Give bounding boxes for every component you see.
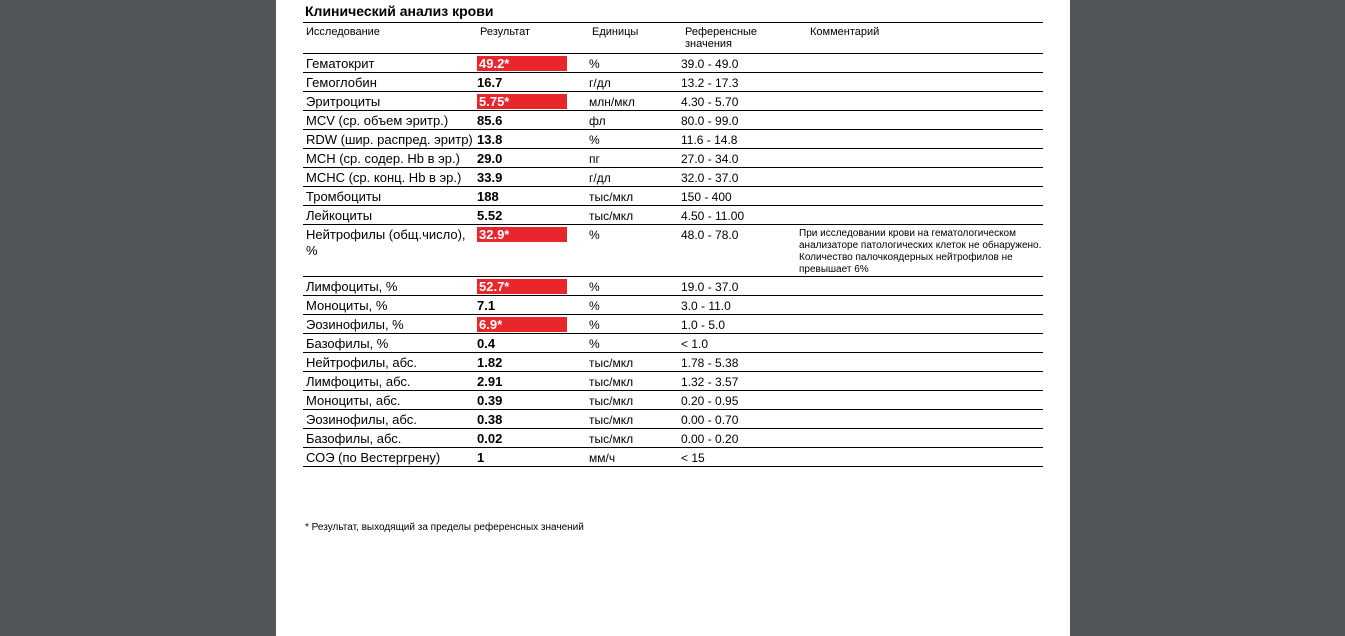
units-cell	[589, 92, 681, 111]
reference-range: 48.0 - 78.0	[681, 228, 739, 242]
units-cell	[589, 277, 681, 296]
test-name: Базофилы, %	[306, 336, 389, 351]
table-row	[303, 111, 1043, 130]
reference-range: 1.78 - 5.38	[681, 356, 739, 370]
test-name-cell	[303, 92, 477, 111]
result-value-cell	[477, 73, 589, 92]
units: пг	[589, 152, 600, 166]
result-value-cell	[477, 130, 589, 149]
comment-cell	[799, 277, 1043, 296]
table-row	[303, 448, 1043, 467]
comment-cell	[799, 54, 1043, 73]
table-row	[303, 187, 1043, 206]
test-name: MCV (ср. объем эритр.)	[306, 113, 449, 128]
comment-cell	[799, 225, 1043, 277]
reference-range: 39.0 - 49.0	[681, 57, 739, 71]
result-value: 0.39	[477, 393, 503, 408]
test-name-cell	[303, 277, 477, 296]
units-cell	[589, 73, 681, 92]
reference-range: 32.0 - 37.0	[681, 171, 739, 185]
comment-cell	[799, 448, 1043, 467]
reference-range-cell	[681, 206, 799, 225]
result-value: 16.7	[477, 75, 503, 90]
result-value: 1	[477, 450, 485, 465]
units-cell	[589, 168, 681, 187]
result-value: 7.1	[477, 298, 496, 313]
units: %	[589, 318, 600, 332]
units-cell	[589, 334, 681, 353]
reference-range-cell	[681, 130, 799, 149]
comment: При исследовании крови на гематологическом анализаторе патологических клеток не обнаружено. Количество палочкоядерных нейтрофилов не превышает 6%	[799, 228, 1042, 275]
test-name: Эритроциты	[306, 94, 381, 109]
units: %	[589, 337, 600, 351]
result-value-cell	[477, 296, 589, 315]
result-value-cell	[477, 315, 589, 334]
comment-cell	[799, 149, 1043, 168]
result-value: 5.75*	[477, 94, 567, 109]
reference-range-cell	[681, 334, 799, 353]
result-value: 33.9	[477, 170, 503, 185]
table-row	[303, 372, 1043, 391]
reference-range: < 1.0	[681, 337, 709, 351]
test-name-cell	[303, 391, 477, 410]
test-name: Нейтрофилы (общ.число), %	[306, 227, 466, 258]
comment-cell	[799, 429, 1043, 448]
units: тыс/мкл	[589, 432, 634, 446]
test-name: Лимфоциты, абс.	[306, 374, 411, 389]
units: г/дл	[589, 171, 611, 185]
reference-range: 150 - 400	[681, 190, 732, 204]
table-row	[303, 54, 1043, 73]
comment-cell	[799, 187, 1043, 206]
result-value-cell	[477, 353, 589, 372]
reference-range-cell	[681, 73, 799, 92]
results-table	[303, 53, 1043, 467]
test-name-cell	[303, 73, 477, 92]
units: тыс/мкл	[589, 209, 634, 223]
reference-range: 4.50 - 11.00	[681, 209, 745, 223]
reference-range: 0.20 - 0.95	[681, 394, 739, 408]
result-value-cell	[477, 92, 589, 111]
units-cell	[589, 225, 681, 277]
units-cell	[589, 296, 681, 315]
test-name-cell	[303, 168, 477, 187]
units-cell	[589, 315, 681, 334]
divider	[303, 22, 1043, 23]
result-value-cell	[477, 111, 589, 130]
reference-range: 27.0 - 34.0	[681, 152, 739, 166]
table-row	[303, 92, 1043, 111]
header-reference	[685, 26, 757, 50]
test-name-cell	[303, 206, 477, 225]
test-name-cell	[303, 410, 477, 429]
table-row	[303, 334, 1043, 353]
units: тыс/мкл	[589, 190, 634, 204]
reference-range-cell	[681, 149, 799, 168]
table-row	[303, 315, 1043, 334]
units-cell	[589, 54, 681, 73]
comment-cell	[799, 353, 1043, 372]
test-name-cell	[303, 315, 477, 334]
reference-range-cell	[681, 372, 799, 391]
test-name: Гематокрит	[306, 56, 375, 71]
reference-range-cell	[681, 315, 799, 334]
units: фл	[589, 114, 606, 128]
comment-cell	[799, 296, 1043, 315]
units: %	[589, 228, 600, 242]
reference-range-cell	[681, 168, 799, 187]
test-name-cell	[303, 149, 477, 168]
result-value-cell	[477, 448, 589, 467]
reference-range-cell	[681, 353, 799, 372]
test-name-cell	[303, 429, 477, 448]
result-value: 188	[477, 189, 499, 204]
header-comment: Комментарий	[810, 26, 880, 38]
units-cell	[589, 187, 681, 206]
reference-range-cell	[681, 225, 799, 277]
result-value: 5.52	[477, 208, 503, 223]
document-page	[276, 0, 1070, 636]
comment-cell	[799, 206, 1043, 225]
units: г/дл	[589, 76, 611, 90]
comment-cell	[799, 391, 1043, 410]
units: тыс/мкл	[589, 413, 634, 427]
header-reference-line2: значения	[685, 38, 733, 50]
units: тыс/мкл	[589, 375, 634, 389]
test-name: Моноциты, %	[306, 298, 388, 313]
results-body	[303, 54, 1043, 467]
reference-range: 4.30 - 5.70	[681, 95, 739, 109]
test-name: Нейтрофилы, абс.	[306, 355, 418, 370]
test-name: Лейкоциты	[306, 208, 373, 223]
comment-cell	[799, 315, 1043, 334]
reference-range: 1.32 - 3.57	[681, 375, 739, 389]
result-value-cell	[477, 225, 589, 277]
table-row	[303, 410, 1043, 429]
table-row	[303, 130, 1043, 149]
units-cell	[589, 448, 681, 467]
table-row	[303, 149, 1043, 168]
units: млн/мкл	[589, 95, 635, 109]
test-name: СОЭ (по Вестергрену)	[306, 450, 441, 465]
reference-range-cell	[681, 111, 799, 130]
test-name-cell	[303, 353, 477, 372]
test-name: Моноциты, абс.	[306, 393, 401, 408]
test-name: Эозинофилы, абс.	[306, 412, 417, 427]
reference-range: 13.2 - 17.3	[681, 76, 739, 90]
units-cell	[589, 429, 681, 448]
comment-cell	[799, 111, 1043, 130]
comment-cell	[799, 130, 1043, 149]
header-reference-line1: Референсные	[685, 26, 758, 38]
result-value-cell	[477, 54, 589, 73]
test-name-cell	[303, 54, 477, 73]
units: %	[589, 280, 600, 294]
result-value: 2.91	[477, 374, 503, 389]
reference-range: 11.6 - 14.8	[681, 133, 738, 147]
header-test: Исследование	[306, 26, 380, 38]
footnote: * Результат, выходящий за пределы референсных значений	[305, 522, 584, 533]
reference-range-cell	[681, 92, 799, 111]
test-name: Гемоглобин	[306, 75, 377, 90]
table-row	[303, 391, 1043, 410]
result-value: 0.38	[477, 412, 503, 427]
comment-cell	[799, 372, 1043, 391]
reference-range-cell	[681, 391, 799, 410]
comment-cell	[799, 73, 1043, 92]
units: мм/ч	[589, 451, 616, 465]
result-value-cell	[477, 391, 589, 410]
test-name: Тромбоциты	[306, 189, 382, 204]
reference-range: < 15	[681, 451, 705, 465]
result-value-cell	[477, 429, 589, 448]
result-value-cell	[477, 187, 589, 206]
test-name: RDW (шир. распред. эритр)	[306, 132, 473, 147]
comment-cell	[799, 168, 1043, 187]
units: %	[589, 299, 600, 313]
header-units: Единицы	[592, 26, 639, 38]
test-name: Базофилы, абс.	[306, 431, 402, 446]
reference-range: 3.0 - 11.0	[681, 299, 731, 313]
test-name: Лимфоциты, %	[306, 279, 398, 294]
test-name-cell	[303, 296, 477, 315]
table-row	[303, 296, 1043, 315]
reference-range-cell	[681, 54, 799, 73]
table-row	[303, 168, 1043, 187]
reference-range-cell	[681, 410, 799, 429]
reference-range: 1.0 - 5.0	[681, 318, 726, 332]
comment-cell	[799, 334, 1043, 353]
result-value-cell	[477, 372, 589, 391]
reference-range-cell	[681, 448, 799, 467]
result-value: 32.9*	[477, 227, 567, 242]
units-cell	[589, 372, 681, 391]
result-value: 6.9*	[477, 317, 567, 332]
reference-range-cell	[681, 429, 799, 448]
units-cell	[589, 149, 681, 168]
result-value-cell	[477, 277, 589, 296]
reference-range: 0.00 - 0.70	[681, 413, 739, 427]
reference-range-cell	[681, 277, 799, 296]
result-value: 0.02	[477, 431, 503, 446]
report-title: Клинический анализ крови	[305, 3, 494, 19]
test-name: Эозинофилы, %	[306, 317, 404, 332]
test-name-cell	[303, 225, 477, 277]
reference-range: 19.0 - 37.0	[681, 280, 739, 294]
table-row	[303, 225, 1043, 277]
table-row	[303, 206, 1043, 225]
table-row	[303, 429, 1043, 448]
result-value-cell	[477, 334, 589, 353]
test-name-cell	[303, 334, 477, 353]
result-value: 29.0	[477, 151, 503, 166]
reference-range: 0.00 - 0.20	[681, 432, 739, 446]
units: %	[589, 57, 600, 71]
result-value-cell	[477, 410, 589, 429]
units-cell	[589, 130, 681, 149]
reference-range-cell	[681, 187, 799, 206]
reference-range-cell	[681, 296, 799, 315]
table-row	[303, 353, 1043, 372]
result-value-cell	[477, 206, 589, 225]
units-cell	[589, 353, 681, 372]
comment-cell	[799, 92, 1043, 111]
table-row	[303, 277, 1043, 296]
result-value: 49.2*	[477, 56, 567, 71]
result-value: 85.6	[477, 113, 503, 128]
result-value: 13.8	[477, 132, 503, 147]
result-value-cell	[477, 149, 589, 168]
test-name-cell	[303, 372, 477, 391]
table-row	[303, 73, 1043, 92]
result-value-cell	[477, 168, 589, 187]
comment-cell	[799, 410, 1043, 429]
result-value: 0.4	[477, 336, 496, 351]
test-name-cell	[303, 448, 477, 467]
test-name: MCH (ср. содер. Hb в эр.)	[306, 151, 460, 166]
result-value: 52.7*	[477, 279, 567, 294]
reference-range: 80.0 - 99.0	[681, 114, 739, 128]
units-cell	[589, 391, 681, 410]
units-cell	[589, 206, 681, 225]
test-name-cell	[303, 187, 477, 206]
header-result: Результат	[480, 26, 531, 38]
test-name: MCHC (ср. конц. Hb в эр.)	[306, 170, 462, 185]
units-cell	[589, 111, 681, 130]
units-cell	[589, 410, 681, 429]
test-name-cell	[303, 130, 477, 149]
result-value: 1.82	[477, 355, 503, 370]
test-name-cell	[303, 111, 477, 130]
units: тыс/мкл	[589, 394, 634, 408]
units: тыс/мкл	[589, 356, 634, 370]
units: %	[589, 133, 600, 147]
